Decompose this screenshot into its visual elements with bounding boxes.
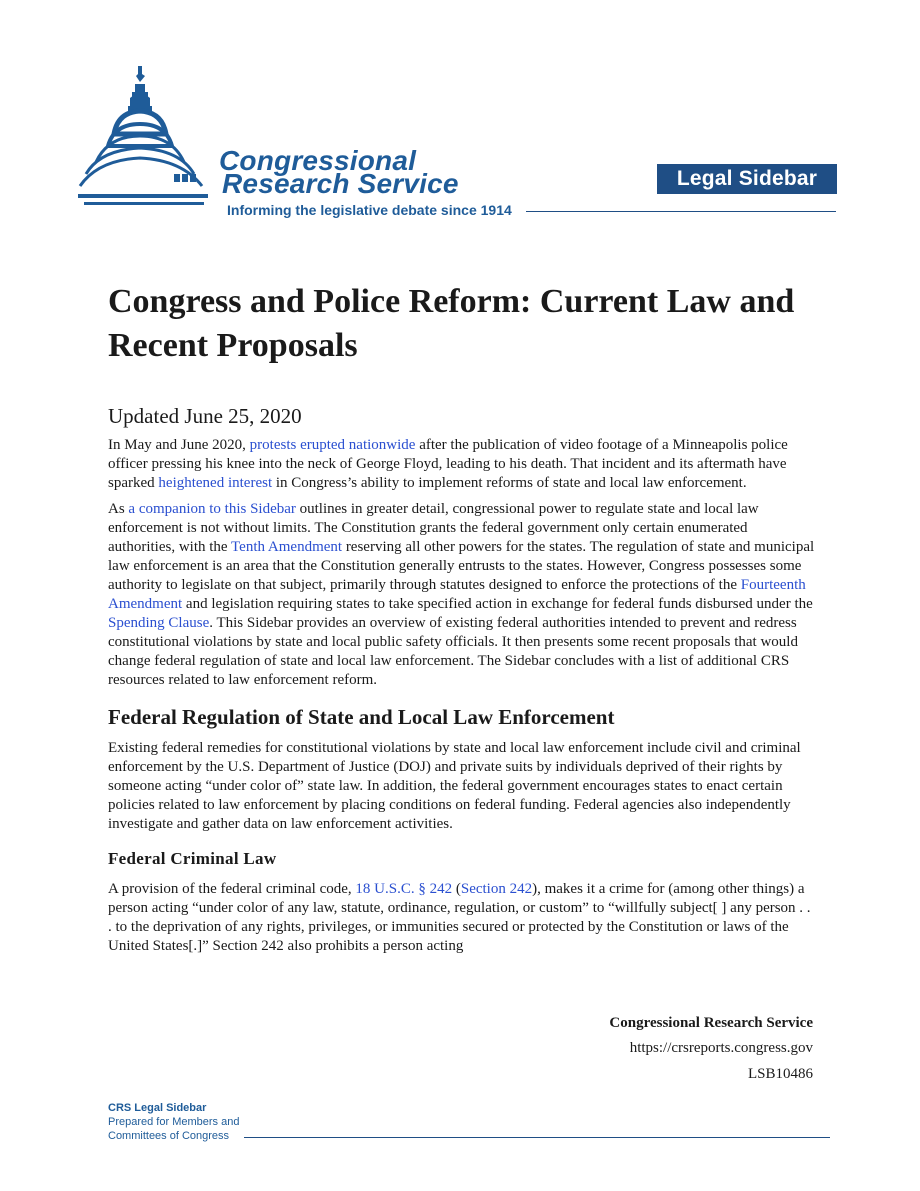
subsection-heading: Federal Criminal Law	[108, 849, 277, 868]
page-footer	[609, 1013, 813, 1084]
link-heightened-interest[interactable]: heightened interest	[158, 475, 273, 491]
link-protests-erupted[interactable]: protests erupted nationwide	[249, 437, 416, 453]
link-spending-clause[interactable]: Spending Clause	[108, 615, 210, 631]
paragraph-overview	[108, 500, 816, 690]
capitol-dome-icon	[78, 62, 218, 222]
text-run: reserving all other powers for the states. The regulation of state and municipal law enforcement is an area that the Constitution generally entrusts to the states. However, Congress possesses some authority to legislate on that subject, primarily through statutes designed to enforce the protections of the	[108, 539, 815, 593]
document-body	[108, 436, 816, 963]
footer-report-id: LSB10486	[747, 1066, 813, 1082]
paragraph-intro	[108, 436, 816, 493]
link-18-usc-242[interactable]: 18 U.S.C. § 242	[355, 881, 453, 897]
text-run: and legislation requiring states to take specified action in exchange for federal funds disbursed under the	[182, 596, 813, 612]
text-run: . This Sidebar provides an overview of existing federal authorities intended to prevent and redress constitutional violations by state and local public safety officials. It then presents some recent proposals that would change federal regulation of state and local law enforcement. The Sidebar concludes with a list of additional CRS resources related to law enforcement reform.	[108, 615, 798, 688]
text-run: (	[452, 881, 461, 897]
footer-url[interactable]: https://crsreports.congress.gov	[629, 1040, 813, 1056]
header-divider	[526, 211, 836, 212]
link-tenth-amendment[interactable]: Tenth Amendment	[231, 539, 343, 555]
text-run: outlines in greater detail, congressional power to regulate state and local law enforcement is not without limits. The Constitution grants the federal government only certain enumerated authorities, with the	[108, 501, 759, 555]
bottom-label-line3: Committees of Congress	[108, 1130, 230, 1142]
text-run: after the publication of video footage of a Minneapolis police officer pressing his knee into the neck of George Floyd, leading to his death. That incident and its aftermath have sparked	[108, 437, 788, 491]
text-run: in Congress’s ability to implement reforms of state and local law enforcement.	[272, 475, 747, 491]
bottom-label-line1: CRS Legal Sidebar	[108, 1102, 207, 1114]
document-title: Congress and Police Reform: Current Law and Recent Proposals	[108, 283, 795, 364]
legal-sidebar-badge: Legal Sidebar	[657, 164, 837, 194]
link-section-242[interactable]: Section 242	[460, 881, 533, 897]
link-fourteenth-amendment[interactable]: Fourteenth Amendment	[108, 577, 806, 612]
link-companion-sidebar[interactable]: a companion to this Sidebar	[128, 501, 296, 517]
paragraph-federal-regulation: Existing federal remedies for constitutional violations by state and local law enforcement include civil and criminal enforcement by the U.S. Department of Justice (DOJ) and private suits by individuals deprived of their rights by someone acting “under color of” state law. In addition, the federal government encourages states to enact certain policies related to law enforcement by placing conditions on federal funding. Federal agencies also independently investigate and gather data on law enforcement activities.	[108, 740, 801, 832]
text-run: In May and June 2020,	[108, 437, 250, 453]
paragraph-criminal-law	[108, 880, 816, 956]
logo-name-line2: Research Service	[222, 168, 459, 199]
footer-org: Congressional Research Service	[609, 1015, 813, 1031]
logo-tagline: Informing the legislative debate since 1914	[227, 202, 512, 218]
document-header	[0, 0, 920, 230]
section-heading: Federal Regulation of State and Local Law Enforcement	[108, 705, 615, 729]
text-run: As	[108, 501, 129, 517]
updated-date: Updated June 25, 2020	[108, 404, 302, 428]
bottom-label	[108, 1101, 239, 1143]
logo-name-line1: Congressional	[219, 145, 417, 176]
bottom-divider	[244, 1137, 830, 1138]
crs-logo	[78, 62, 548, 222]
bottom-label-line2: Prepared for Members and	[108, 1116, 240, 1128]
text-run: ), makes it a crime for (among other things) a person acting “under color of any law, statute, ordinance, regulation, or custom” to “willfully subject[ ] any person . . . to the deprivation of any rights, privileges, or immunities secured or protected by the Constitution or laws of the United States[.]” Section 242 also prohibits a person acting	[108, 881, 811, 954]
text-run: A provision of the federal criminal code,	[108, 881, 356, 897]
